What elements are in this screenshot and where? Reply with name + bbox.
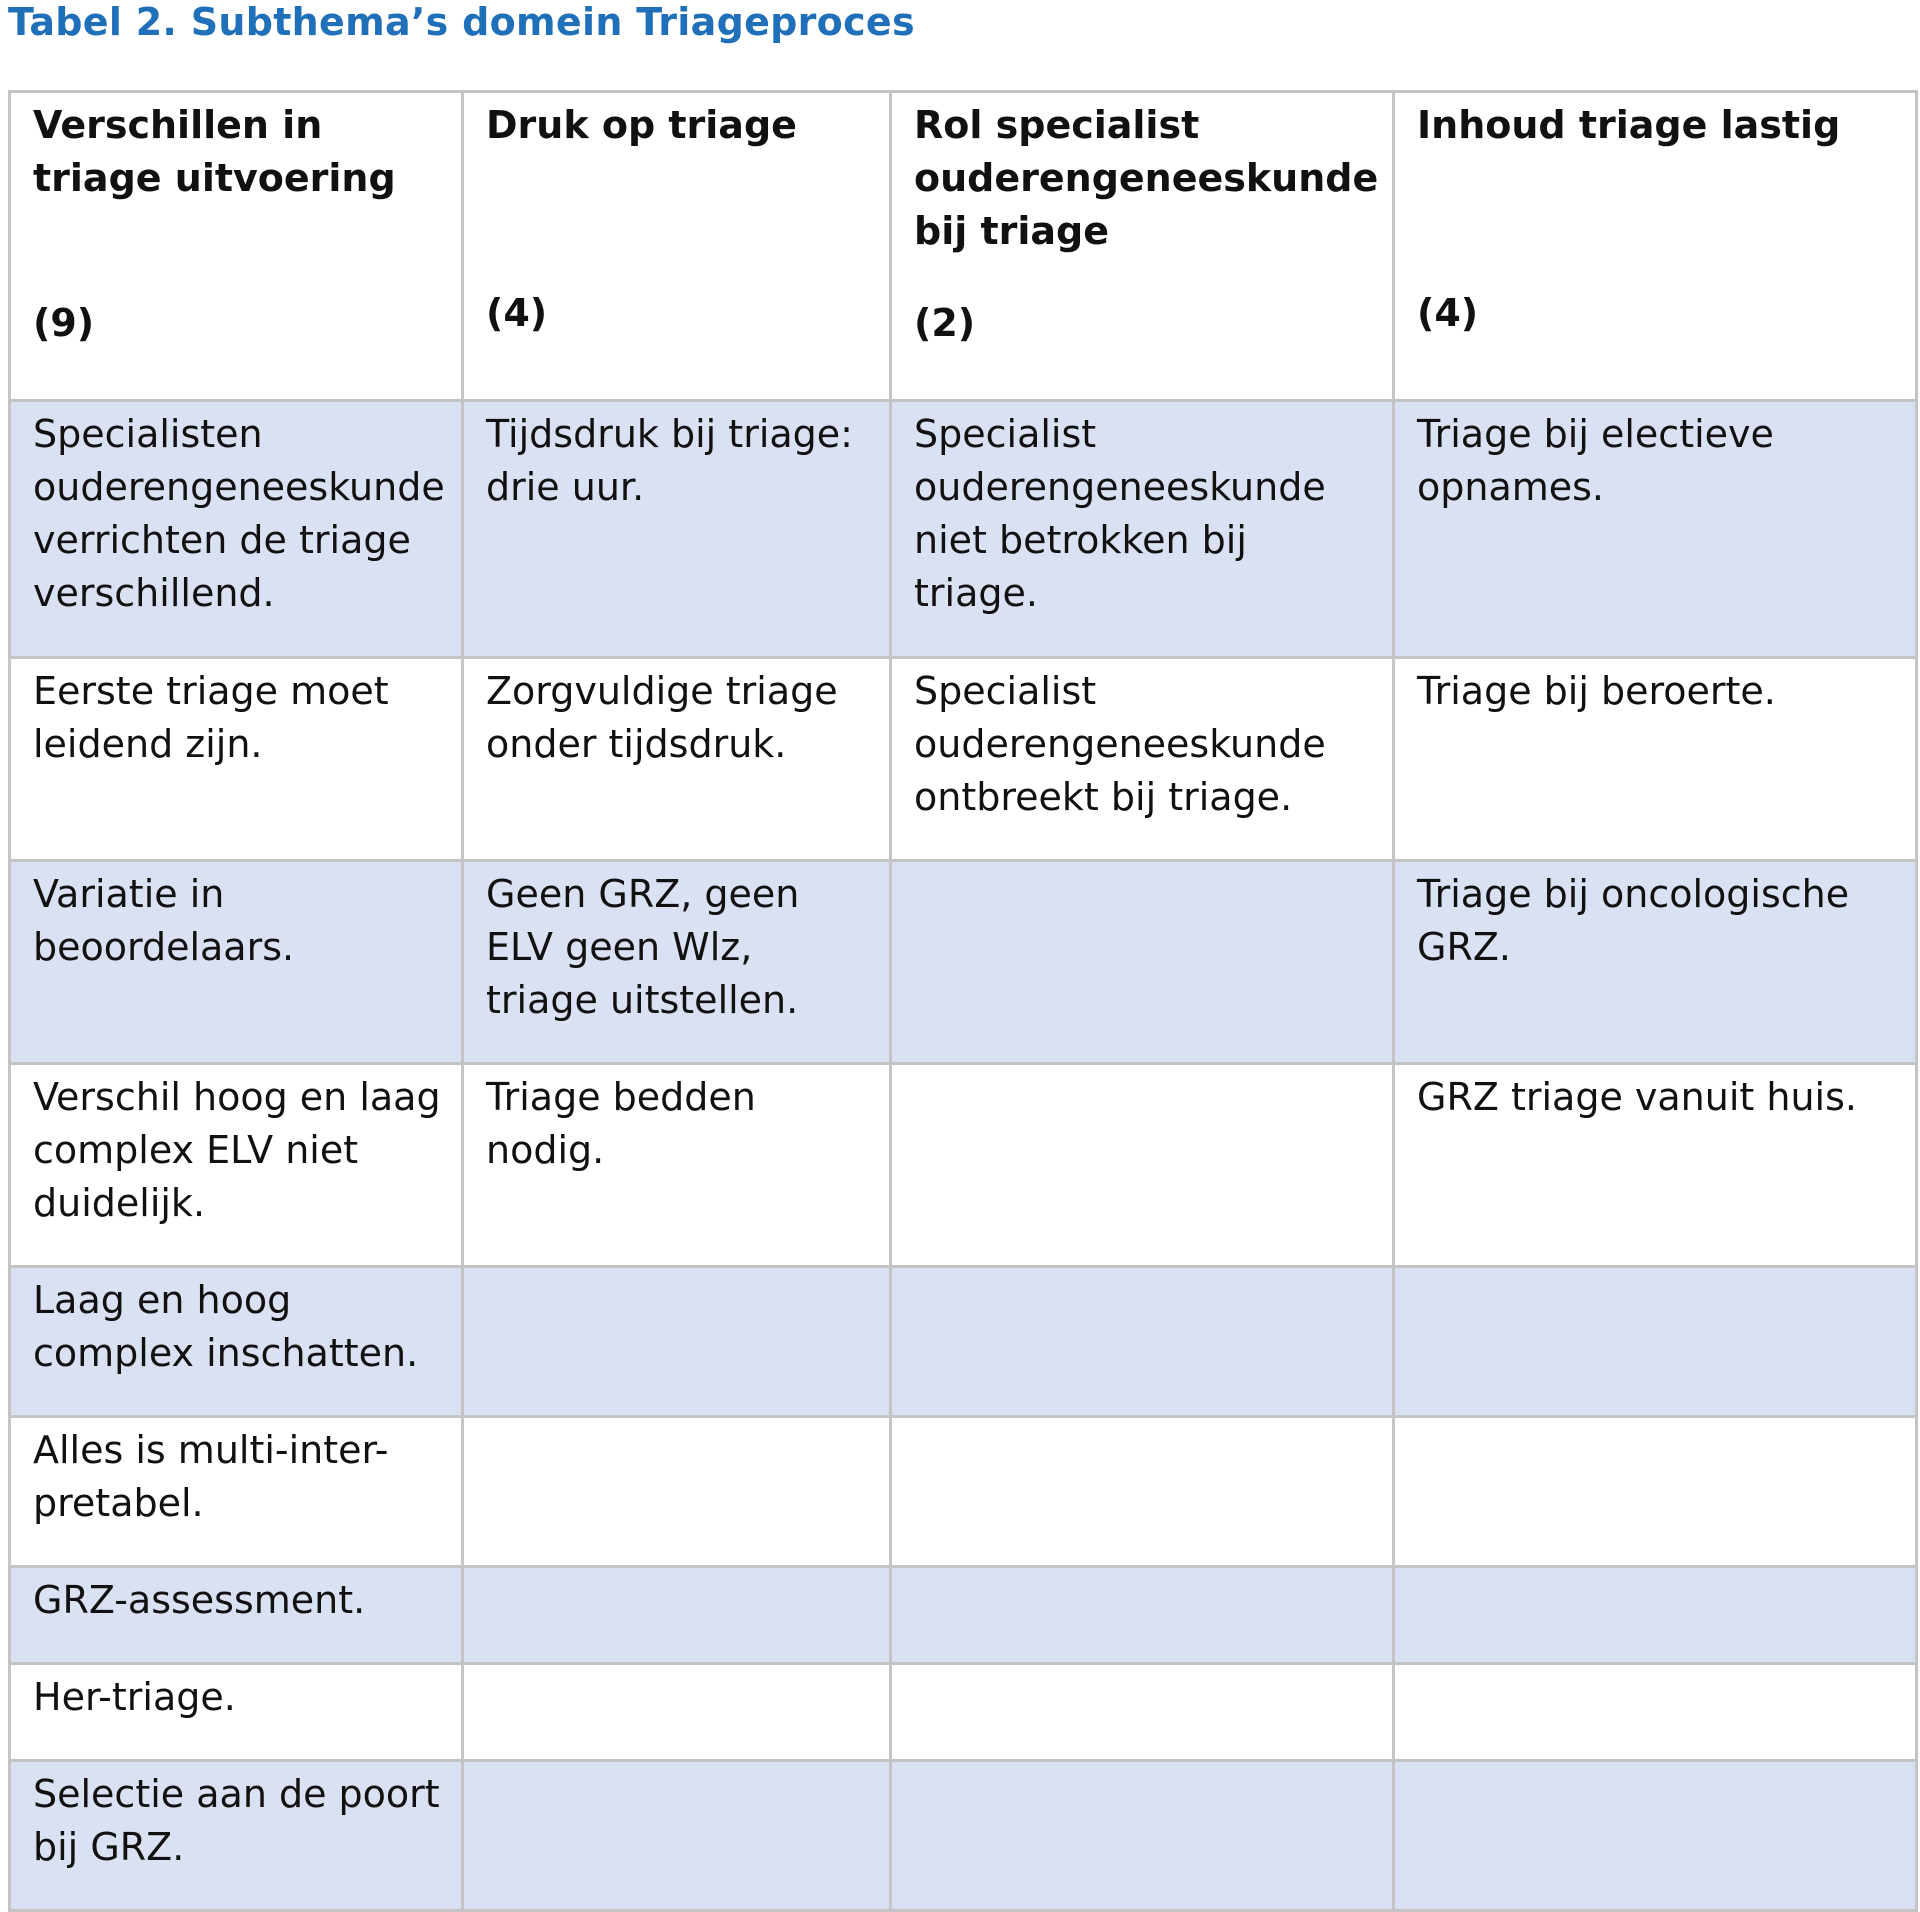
- table-cell: [1394, 1761, 1917, 1911]
- table-cell: [891, 1664, 1394, 1761]
- table-cell: Triage bedden nodig.: [463, 1064, 891, 1267]
- table-row: [10, 1567, 1917, 1664]
- table-cell: [891, 1567, 1394, 1664]
- table-cell: [463, 1761, 891, 1911]
- table-cell: Laag en hoog complex inschatten.: [10, 1267, 463, 1417]
- header-label: Verschillen in triage uitvoering: [33, 103, 396, 200]
- table-row: [10, 1064, 1917, 1267]
- table-cell: Eerste triage moet leidend zijn.: [10, 658, 463, 861]
- table-cell: Triage bij beroerte.: [1394, 658, 1917, 861]
- table-header-row: [10, 92, 1917, 401]
- table-row: [10, 1267, 1917, 1417]
- header-label: Rol specialist ouderengeneeskunde bij triage: [914, 103, 1379, 253]
- table-cell: [1394, 1664, 1917, 1761]
- table-cell: Triage bij oncologische GRZ.: [1394, 861, 1917, 1064]
- table-cell: Variatie in beoordelaars.: [10, 861, 463, 1064]
- table-row: [10, 1664, 1917, 1761]
- subthemes-table: [8, 90, 1918, 1912]
- table-cell: GRZ-assessment.: [10, 1567, 463, 1664]
- table-cell: Tijdsdruk bij triage: drie uur.: [463, 401, 891, 658]
- header-cell-inhoud: [1394, 92, 1917, 401]
- table-row: [10, 401, 1917, 658]
- table-cell: GRZ triage vanuit huis.: [1394, 1064, 1917, 1267]
- table-cell: [463, 1567, 891, 1664]
- table-cell: Geen GRZ, geen ELV geen Wlz, triage uitstellen.: [463, 861, 891, 1064]
- table-cell: Selectie aan de poort bij GRZ.: [10, 1761, 463, 1911]
- table-cell: Specialist ouderengeneeskunde ontbreekt bij triage.: [891, 658, 1394, 861]
- table-cell: [1394, 1267, 1917, 1417]
- table-row: [10, 861, 1917, 1064]
- table-cell: [891, 1267, 1394, 1417]
- header-label: Druk op triage: [486, 103, 797, 147]
- table-cell: [1394, 1567, 1917, 1664]
- table-cell: Specialist ouderengeneeskunde niet betrokken bij triage.: [891, 401, 1394, 658]
- table-cell: [463, 1267, 891, 1417]
- header-count: (4): [1417, 291, 1479, 335]
- table-cell: [1394, 1417, 1917, 1567]
- table-cell: Her-triage.: [10, 1664, 463, 1761]
- table-row: [10, 1761, 1917, 1911]
- header-count: (4): [486, 291, 548, 335]
- table-cell: [891, 1064, 1394, 1267]
- table-row: [10, 658, 1917, 861]
- table-row: [10, 1417, 1917, 1567]
- table-cell: Triage bij electieve opnames.: [1394, 401, 1917, 658]
- table-cell: Alles is multi-inter-pretabel.: [10, 1417, 463, 1567]
- header-count: (9): [33, 301, 95, 345]
- table-cell: [463, 1664, 891, 1761]
- table-cell: [891, 1417, 1394, 1567]
- header-count: (2): [914, 301, 976, 345]
- table-cell: [891, 861, 1394, 1064]
- header-cell-verschillen: [10, 92, 463, 401]
- header-cell-druk: [463, 92, 891, 401]
- table-cell: Verschil hoog en laag complex ELV niet duidelijk.: [10, 1064, 463, 1267]
- table-caption: Tabel 2. Subthema’s domein Triageproces: [8, 0, 915, 44]
- table-cell: Zorgvuldige triage onder tijdsdruk.: [463, 658, 891, 861]
- table-cell: Specialisten ouderengeneeskunde verrichten de triage verschillend.: [10, 401, 463, 658]
- header-cell-rol: [891, 92, 1394, 401]
- table-cell: [891, 1761, 1394, 1911]
- table-cell: [463, 1417, 891, 1567]
- header-label: Inhoud triage lastig: [1417, 103, 1841, 147]
